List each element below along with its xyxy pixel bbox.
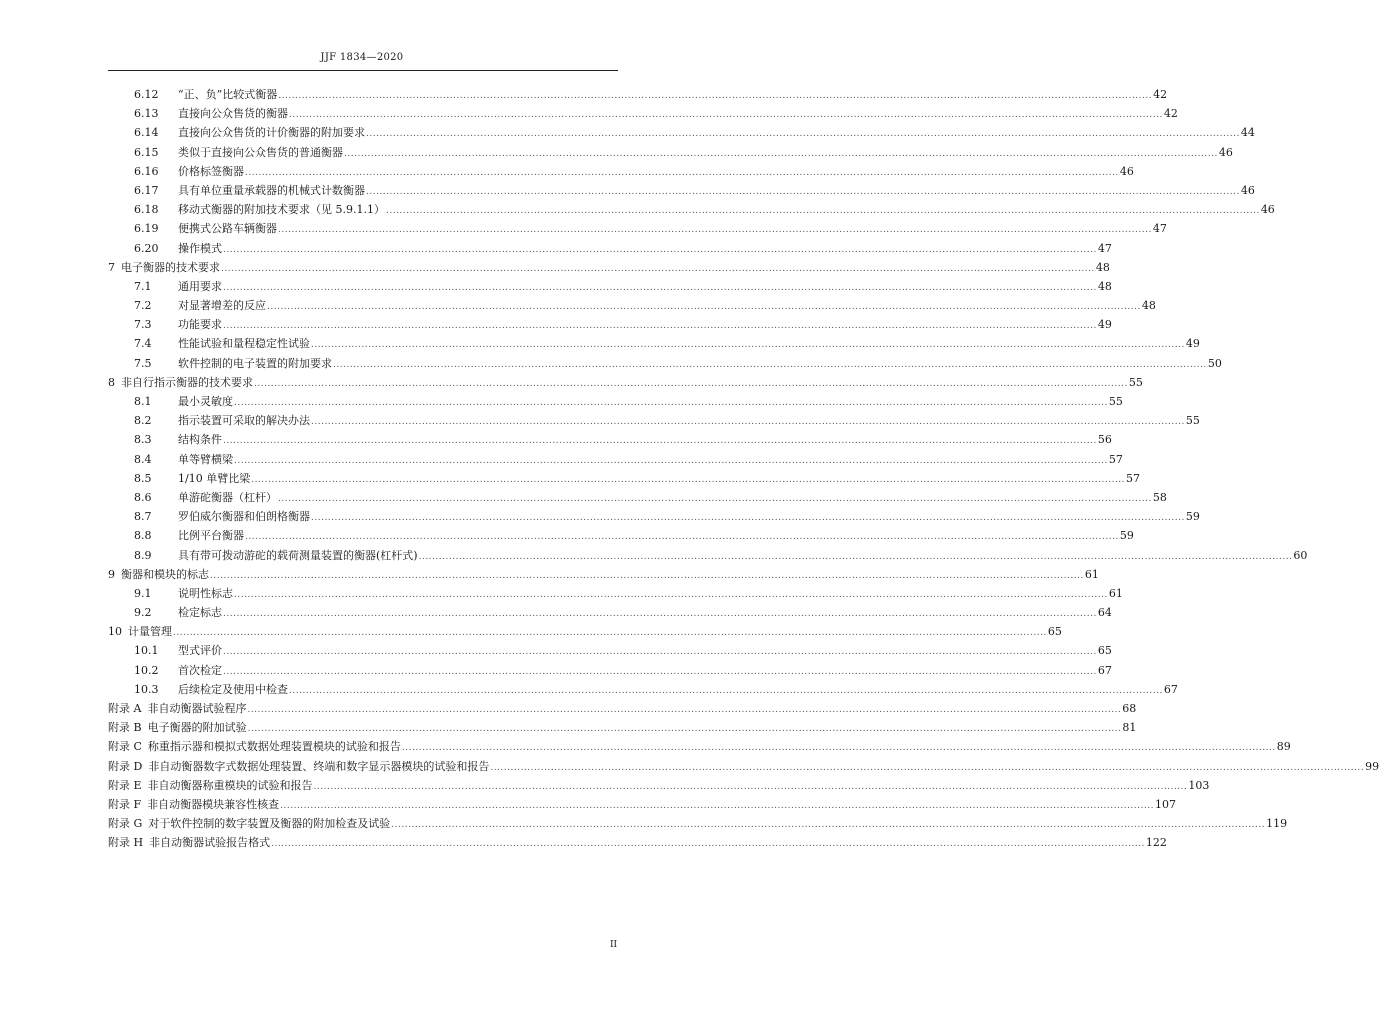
toc-entry-page: 107 xyxy=(1154,797,1176,811)
dot-leader: .................................................................................................................................................................................................................................................................... xyxy=(344,148,1218,159)
toc-entry-title: 非自动衡器模块兼容性核查 xyxy=(147,797,280,811)
toc-entry[interactable] xyxy=(108,278,1112,297)
dot-leader: .................................................................................................................................................................................................................................................................... xyxy=(278,493,1152,504)
toc-entry[interactable] xyxy=(108,566,1099,585)
toc-entry-number: 10 xyxy=(108,625,122,639)
toc-entry[interactable] xyxy=(108,489,1167,508)
toc-entry[interactable] xyxy=(108,527,1134,546)
toc-entry[interactable] xyxy=(108,758,1379,777)
toc-entry-title: 电子衡器的技术要求 xyxy=(121,260,220,274)
toc-entry-page: 42 xyxy=(1153,88,1168,101)
dot-leader: .................................................................................................................................................................................................................................................................... xyxy=(223,666,1097,677)
dot-leader: .................................................................................................................................................................................................................................................................... xyxy=(311,417,1185,428)
toc-entry-page: 48 xyxy=(1141,299,1156,313)
toc-entry-number: 7.1 xyxy=(134,279,152,293)
toc-entry-title: 价格标签衡器 xyxy=(178,164,244,178)
dot-leader: .................................................................................................................................................................................................................................................................... xyxy=(234,589,1108,600)
toc-entry-number: 6.16 xyxy=(134,164,159,178)
dot-leader: .................................................................................................................................................................................................................................................................... xyxy=(278,91,1153,101)
toc-entry-page: 81 xyxy=(1122,721,1137,735)
toc-entry-page: 49 xyxy=(1097,318,1112,332)
toc-entry[interactable] xyxy=(108,355,1222,374)
dot-leader: .................................................................................................................................................................................................................................................................... xyxy=(278,225,1152,236)
toc-entry-title: 后续检定及使用中检查 xyxy=(178,682,288,696)
toc-entry-number: 附录 A xyxy=(108,702,142,715)
toc-entry-page: 48 xyxy=(1095,260,1110,274)
toc-entry-title: 首次检定 xyxy=(178,663,222,677)
toc-entry-title: 性能试验和量程稳定性试验 xyxy=(178,337,310,351)
toc-entry-title: 指示装置可采取的解决办法 xyxy=(178,414,310,428)
toc-entry[interactable] xyxy=(108,738,1291,757)
toc-entry-page: 46 xyxy=(1240,183,1255,197)
dot-leader: .................................................................................................................................................................................................................................................................... xyxy=(490,762,1365,773)
toc-entry-title: 具有带可拨动游砣的载荷测量装置的衡器(杠杆式) xyxy=(178,548,418,562)
toc-entry[interactable] xyxy=(108,431,1112,450)
toc-entry[interactable] xyxy=(108,201,1275,220)
toc-entry-number: 7.3 xyxy=(134,318,152,332)
dot-leader: .................................................................................................................................................................................................................................................................... xyxy=(247,705,1122,715)
toc-entry-number: 7.2 xyxy=(134,299,152,313)
header-rule xyxy=(108,70,618,71)
toc-entry-number: 附录 H xyxy=(108,836,144,850)
toc-entry-title: 1/10 单臂比梁 xyxy=(178,471,251,485)
toc-entry-title: 结构条件 xyxy=(178,433,222,447)
toc-entry[interactable] xyxy=(108,182,1255,201)
toc-entry-title: 类似于直接向公众售货的普通衡器 xyxy=(178,145,343,159)
dot-leader: .................................................................................................................................................................................................................................................................... xyxy=(254,378,1128,389)
toc-entry-title: 计量管理 xyxy=(128,625,172,639)
toc-entry-page: 50 xyxy=(1207,356,1222,370)
toc-entry-page: 55 xyxy=(1185,414,1200,428)
toc-entry-number: 8.8 xyxy=(134,529,152,543)
dot-leader: .................................................................................................................................................................................................................................................................... xyxy=(223,609,1097,620)
dot-leader: .................................................................................................................................................................................................................................................................... xyxy=(366,129,1240,140)
dot-leader: .................................................................................................................................................................................................................................................................... xyxy=(391,820,1266,831)
toc-entry[interactable] xyxy=(108,297,1156,316)
toc-entry-number: 8.3 xyxy=(134,433,152,447)
toc-entry-number: 8.6 xyxy=(134,490,152,504)
toc-entry-page: 65 xyxy=(1097,644,1112,658)
toc-entry-title: 非自动衡器试验报告格式 xyxy=(149,836,271,850)
dot-leader: .................................................................................................................................................................................................................................................................... xyxy=(223,282,1097,293)
toc-entry[interactable] xyxy=(108,105,1178,124)
toc-entry-title: 操作模式 xyxy=(178,241,222,255)
toc-entry[interactable] xyxy=(108,585,1123,604)
toc-entry-page: 55 xyxy=(1108,395,1123,408)
toc-entry-title: 非自行指示衡器的技术要求 xyxy=(121,375,253,389)
dot-leader: .................................................................................................................................................................................................................................................................... xyxy=(366,186,1240,197)
dot-leader: .................................................................................................................................................................................................................................................................... xyxy=(223,436,1097,447)
dot-leader: .................................................................................................................................................................................................................................................................... xyxy=(210,570,1084,581)
toc-entry[interactable] xyxy=(108,777,1210,796)
toc-entry[interactable] xyxy=(108,604,1112,623)
toc-entry-number: 附录 F xyxy=(108,797,142,811)
dot-leader: .................................................................................................................................................................................................................................................................... xyxy=(311,340,1185,351)
dot-leader: .................................................................................................................................................................................................................................................................... xyxy=(234,398,1108,408)
toc-entry[interactable] xyxy=(108,719,1137,738)
toc-entry[interactable] xyxy=(108,124,1255,143)
toc-entry[interactable] xyxy=(108,681,1178,700)
toc-entry-page: 46 xyxy=(1218,145,1233,159)
toc-entry[interactable] xyxy=(108,815,1288,834)
toc-entry-number: 8.7 xyxy=(134,510,152,524)
toc-entry-page: 61 xyxy=(1084,567,1099,581)
toc-entry-title: 直接向公众售货的衡器 xyxy=(178,107,288,121)
toc-entry-title: 说明性标志 xyxy=(178,586,233,600)
dot-leader: .................................................................................................................................................................................................................................................................... xyxy=(401,743,1276,754)
toc-entry-title: 最小灵敏度 xyxy=(178,395,233,408)
toc-entry[interactable] xyxy=(108,470,1141,489)
dot-leader: .................................................................................................................................................................................................................................................................... xyxy=(234,455,1108,466)
dot-leader: .................................................................................................................................................................................................................................................................... xyxy=(418,551,1293,562)
toc-entry-number: 8.4 xyxy=(134,452,152,466)
toc-entry-number: 8.5 xyxy=(134,471,152,485)
toc-entry-title: “正、负”比较式衡器 xyxy=(178,88,278,101)
toc-entry[interactable] xyxy=(108,623,1062,642)
toc-entry-page: 57 xyxy=(1126,471,1141,485)
toc-entry-page: 89 xyxy=(1276,740,1291,754)
toc-entry-number: 9.2 xyxy=(134,606,152,620)
toc-entry[interactable] xyxy=(108,662,1112,681)
dot-leader: .................................................................................................................................................................................................................................................................... xyxy=(280,800,1154,811)
toc-entry[interactable] xyxy=(108,144,1233,163)
toc-entry[interactable] xyxy=(108,451,1123,470)
toc-entry-page: 67 xyxy=(1163,682,1178,696)
dot-leader: .................................................................................................................................................................................................................................................................... xyxy=(267,302,1141,313)
toc-entry-number: 6.14 xyxy=(134,126,159,140)
toc-entry-page: 47 xyxy=(1152,222,1167,236)
page-number: II xyxy=(610,940,618,950)
toc-entry-number: 10.1 xyxy=(134,644,159,658)
toc-entry-number: 10.2 xyxy=(134,663,159,677)
toc-entry-page: 55 xyxy=(1128,375,1143,389)
toc-entry-page: 59 xyxy=(1119,529,1134,543)
toc-entry[interactable] xyxy=(108,86,1168,105)
toc-entry[interactable] xyxy=(108,642,1112,661)
toc-entry-page: 67 xyxy=(1097,663,1112,677)
toc-entry[interactable] xyxy=(108,508,1200,527)
toc-entry[interactable] xyxy=(108,316,1112,335)
toc-entry-page: 119 xyxy=(1266,817,1288,831)
dot-leader: .................................................................................................................................................................................................................................................................... xyxy=(311,513,1185,524)
toc-entry[interactable] xyxy=(108,374,1143,393)
toc-entry-title: 非自动衡器称重模块的试验和报告 xyxy=(147,778,313,792)
toc-entry-number: 附录 G xyxy=(108,817,143,831)
toc-entry-page: 58 xyxy=(1152,490,1167,504)
dot-leader: .................................................................................................................................................................................................................................................................... xyxy=(385,206,1260,217)
toc-entry-title: 单等臂横梁 xyxy=(178,452,233,466)
toc-entry-number: 7 xyxy=(108,260,115,274)
toc-entry-title: 型式评价 xyxy=(178,644,222,658)
toc-entry-number: 附录 D xyxy=(108,759,143,773)
toc-entry-number: 6.20 xyxy=(134,241,159,255)
dot-leader: .................................................................................................................................................................................................................................................................... xyxy=(271,839,1145,850)
toc-entry-number: 附录 B xyxy=(108,721,142,735)
dot-leader: .................................................................................................................................................................................................................................................................... xyxy=(173,628,1047,639)
toc-entry[interactable] xyxy=(108,700,1137,719)
toc-entry-title: 软件控制的电子装置的附加要求 xyxy=(178,356,332,370)
toc-entry[interactable] xyxy=(108,240,1112,259)
toc-entry[interactable] xyxy=(108,259,1110,278)
toc-entry-title: 对显著增差的反应 xyxy=(178,299,266,313)
toc-entry-title: 电子衡器的附加试验 xyxy=(147,721,247,735)
toc-entry-number: 附录 E xyxy=(108,778,142,792)
toc-entry-number: 8.9 xyxy=(134,548,152,562)
toc-entry-page: 65 xyxy=(1047,625,1062,639)
toc-entry-page: 42 xyxy=(1163,107,1178,121)
toc-entry-number: 9 xyxy=(108,567,115,581)
toc-entry-number: 6.15 xyxy=(134,145,159,159)
toc-entry[interactable] xyxy=(108,220,1167,239)
dot-leader: .................................................................................................................................................................................................................................................................... xyxy=(251,474,1126,485)
dot-leader: .................................................................................................................................................................................................................................................................... xyxy=(245,532,1119,543)
toc-entry-number: 8 xyxy=(108,375,115,389)
toc-entry-title: 检定标志 xyxy=(178,606,222,620)
toc-entry-title: 比例平台衡器 xyxy=(178,529,244,543)
toc-entry[interactable] xyxy=(108,796,1176,815)
toc-entry-page: 49 xyxy=(1185,337,1200,351)
toc-entry-page: 122 xyxy=(1145,836,1167,850)
dot-leader: .................................................................................................................................................................................................................................................................... xyxy=(223,244,1097,255)
dot-leader: .................................................................................................................................................................................................................................................................... xyxy=(333,359,1207,370)
toc-entry-page: 48 xyxy=(1097,279,1112,293)
toc-entry-number: 8.2 xyxy=(134,414,152,428)
toc-entry-number: 8.1 xyxy=(134,395,152,408)
toc-entry-title: 罗伯威尔衡器和伯朗格衡器 xyxy=(178,510,310,524)
dot-leader: .................................................................................................................................................................................................................................................................... xyxy=(247,724,1122,735)
toc-entry[interactable] xyxy=(108,163,1134,182)
toc-entry-number: 6.17 xyxy=(134,183,159,197)
toc-entry-page: 44 xyxy=(1240,126,1255,140)
toc-entry-title: 称重指示器和模拟式数据处理装置模块的试验和报告 xyxy=(147,740,401,754)
toc-entry-number: 附录 C xyxy=(108,740,142,754)
toc-entry-number: 6.12 xyxy=(134,88,159,101)
toc-entry-title: 移动式衡器的附加技术要求（见 5.9.1.1） xyxy=(178,203,385,217)
toc-entry-number: 6.18 xyxy=(134,203,159,217)
toc-entry-number: 10.3 xyxy=(134,682,159,696)
toc-entry-number: 7.4 xyxy=(134,337,152,351)
dot-leader: .................................................................................................................................................................................................................................................................... xyxy=(223,321,1097,332)
running-header: JJF 1834—2020 xyxy=(320,52,404,63)
toc-entry-title: 具有单位重量承载器的机械式计数衡器 xyxy=(178,183,365,197)
toc-entry-number: 9.1 xyxy=(134,586,152,600)
toc-entry-number: 6.19 xyxy=(134,222,159,236)
toc-entry-page: 61 xyxy=(1108,586,1123,600)
toc-entry-page: 103 xyxy=(1188,778,1210,792)
toc-entry-page: 64 xyxy=(1097,606,1112,620)
toc-entry-title: 非自动衡器数字式数据处理装置、终端和数字显示器模块的试验和报告 xyxy=(148,759,490,773)
toc-entry-page: 57 xyxy=(1108,452,1123,466)
toc-entry-title: 对于软件控制的数字装置及衡器的附加检查及试验 xyxy=(148,817,391,831)
dot-leader: .................................................................................................................................................................................................................................................................... xyxy=(313,781,1188,792)
toc-entry[interactable] xyxy=(108,412,1200,431)
dot-leader: .................................................................................................................................................................................................................................................................... xyxy=(289,110,1163,121)
dot-leader: .................................................................................................................................................................................................................................................................... xyxy=(221,263,1095,274)
toc-entry[interactable] xyxy=(108,547,1308,566)
toc-entry[interactable] xyxy=(108,834,1167,853)
toc-entry-number: 6.13 xyxy=(134,107,159,121)
dot-leader: .................................................................................................................................................................................................................................................................... xyxy=(223,647,1097,658)
toc-entry[interactable] xyxy=(108,393,1123,412)
toc-entry-page: 46 xyxy=(1260,203,1275,217)
toc-entry-title: 单游砣衡器（杠杆） xyxy=(178,490,277,504)
toc-entry-page: 68 xyxy=(1122,702,1137,715)
toc-entry-title: 功能要求 xyxy=(178,318,222,332)
toc-entry-page: 59 xyxy=(1185,510,1200,524)
toc-entry-title: 便携式公路车辆衡器 xyxy=(178,222,277,236)
toc-entry-page: 60 xyxy=(1293,548,1308,562)
toc-entry-page: 47 xyxy=(1097,241,1112,255)
toc-entry-page: 99 xyxy=(1365,759,1379,773)
toc-entry[interactable] xyxy=(108,335,1200,354)
toc-entry-title: 通用要求 xyxy=(178,279,222,293)
toc-entry-page: 56 xyxy=(1097,433,1112,447)
toc-entry-number: 7.5 xyxy=(134,356,152,370)
toc-entry-title: 非自动衡器试验程序 xyxy=(147,702,247,715)
toc-entry-page: 46 xyxy=(1119,164,1134,178)
toc-entry-title: 直接向公众售货的计价衡器的附加要求 xyxy=(178,126,365,140)
toc-entry-title: 衡器和模块的标志 xyxy=(121,567,209,581)
dot-leader: .................................................................................................................................................................................................................................................................... xyxy=(245,167,1119,178)
dot-leader: .................................................................................................................................................................................................................................................................... xyxy=(289,685,1163,696)
table-of-contents xyxy=(108,86,1379,854)
